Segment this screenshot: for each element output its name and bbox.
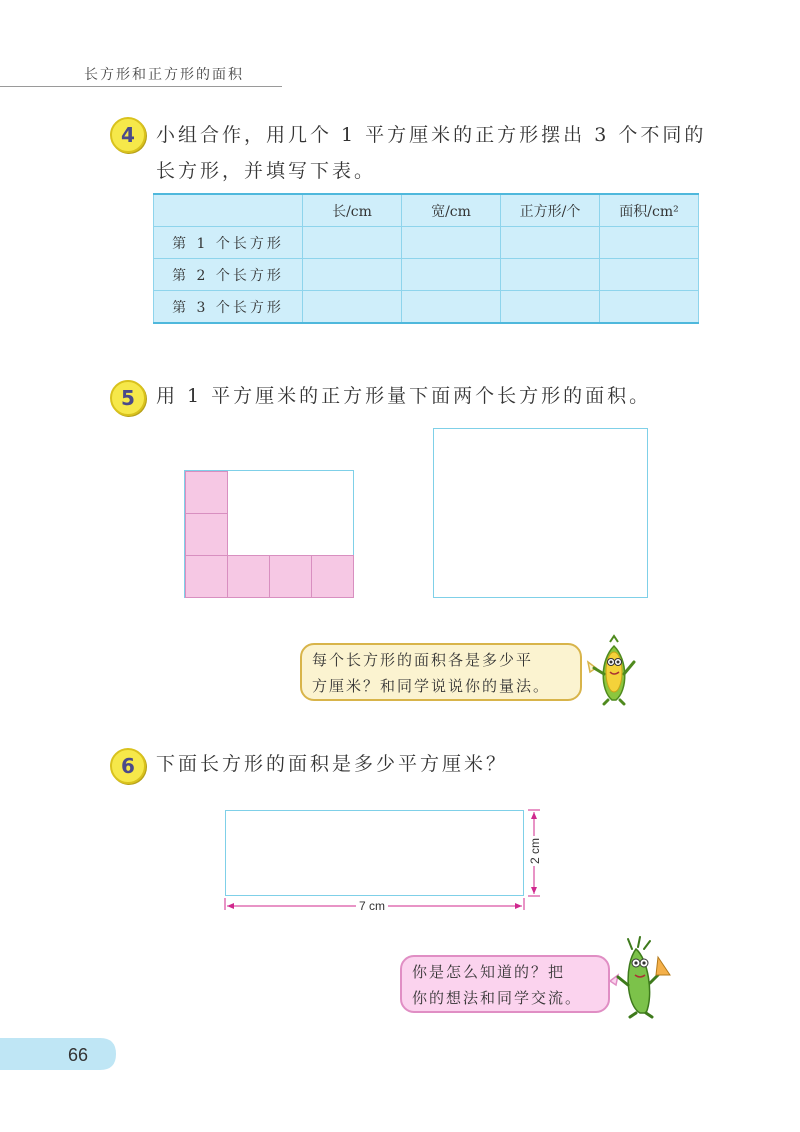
table-row [154, 291, 699, 324]
table-cell[interactable] [600, 291, 699, 324]
table-row [154, 259, 699, 291]
unit-square [185, 555, 228, 598]
bubble-line: 每个长方形的面积各是多少平 [312, 651, 534, 669]
unit-square [311, 555, 354, 598]
table-cell[interactable] [501, 227, 600, 259]
table-row-label: 第 1 个长方形 [154, 227, 303, 259]
header-divider [0, 86, 282, 87]
unit-square [227, 555, 270, 598]
table-header-cell: 长/cm [303, 194, 402, 227]
page-header-title: 长方形和正方形的面积 [84, 67, 244, 83]
table-row-label: 第 2 个长方形 [154, 259, 303, 291]
table-cell[interactable] [600, 259, 699, 291]
bubble-line: 你的想法和同学交流。 [412, 989, 583, 1007]
table-cell[interactable] [303, 259, 402, 291]
problem-4-text-line2: 长方形，并填写下表。 [156, 160, 377, 182]
unit-square [269, 555, 312, 598]
unit-square [185, 471, 228, 514]
table-cell[interactable] [402, 291, 501, 324]
page-number-tab [0, 1034, 120, 1076]
table-cell[interactable] [600, 227, 699, 259]
page-number: 66 [68, 1045, 89, 1065]
problem-6-badge: 6 [110, 748, 146, 784]
problem-5-text: 用 1 平方厘米的正方形量下面两个长方形的面积。 [156, 385, 652, 407]
problem-5-badge: 5 [110, 380, 146, 416]
table-header-row [154, 194, 699, 227]
table-cell[interactable] [303, 227, 402, 259]
speech-bubble-1 [300, 643, 582, 701]
table-cell[interactable] [501, 291, 600, 324]
table-header-cell [154, 194, 303, 227]
problem-6-text: 下面长方形的面积是多少平方厘米？ [156, 753, 509, 775]
bean-mascot-icon [606, 935, 676, 1019]
bubble-line: 方厘米？和同学说说你的量法。 [312, 677, 551, 695]
table-cell[interactable] [303, 291, 402, 324]
table-row-label: 第 3 个长方形 [154, 291, 303, 324]
table-row [154, 227, 699, 259]
table-cell[interactable] [402, 227, 501, 259]
corn-mascot-icon [582, 632, 646, 706]
table-cell[interactable] [501, 259, 600, 291]
table-header-cell: 正方形/个 [501, 194, 600, 227]
area-table [153, 193, 699, 324]
unit-square [185, 513, 228, 556]
table-cell[interactable] [402, 259, 501, 291]
problem-4-badge: 4 [110, 117, 146, 153]
table-header-cell: 宽/cm [402, 194, 501, 227]
rectangle-b [433, 428, 648, 598]
rectangle-a [184, 470, 354, 598]
width-label: 7 cm [356, 899, 388, 913]
problem-4-text-line1: 小组合作，用几个 1 平方厘米的正方形摆出 3 个不同的 [156, 124, 707, 146]
height-label: 2 cm [528, 837, 543, 865]
speech-bubble-2 [400, 955, 610, 1013]
bubble-line: 你是怎么知道的？把 [412, 963, 566, 981]
table-header-cell: 面积/cm² [600, 194, 699, 227]
